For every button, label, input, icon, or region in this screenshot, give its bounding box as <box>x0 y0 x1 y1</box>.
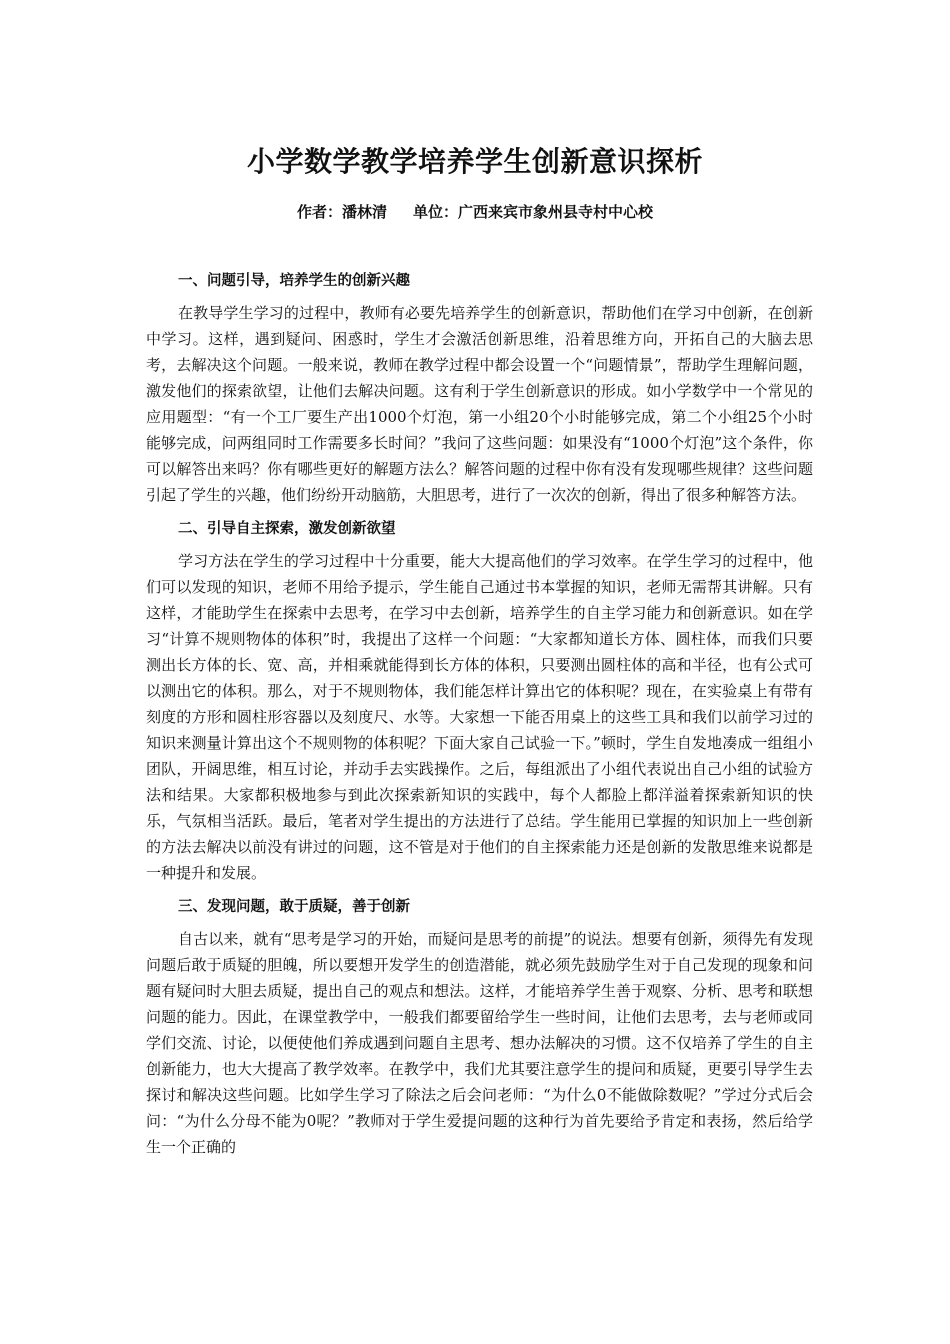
section-paragraph: 学习方法在学生的学习过程中十分重要，能大大提高他们的学习效率。在学生学习的过程中，他们可以发现的知识，老师不用给予提示，学生能自己通过书本掌握的知识，老师无需帮其讲解。只有这样，才能助学生在探索中去思考，在学习中去创新，培养学生的自主学习能力和创新意识。如在学习“计算不规则物体的体积”时，我提出了这样一个问题：“大家都知道长方体、圆柱体，而我们只要测出长方体的长、宽、高，并相乘就能得到长方体的体积，只要测出圆柱体的高和半径，也有公式可以测出它的体积。那么，对于不规则物体，我们能怎样计算出它的体积呢？现在，在实验桌上有带有刻度的方形和圆柱形容器以及刻度尺、水等。大家想一下能否用桌上的这些工具和我们以前学习过的知识来测量计算出这个不规则物的体积呢？下面大家自己试验一下。”顿时，学生自发地凑成一组组小团队，开阔思维，相互讨论，并动手去实践操作。之后，每组派出了小组代表说出自己小组的试验方法和结果。大家都积极地参与到此次探索新知识的实践中，每个人都脸上都洋溢着探索新知识的快乐，气氛相当活跃。最后，笔者对学生提出的方法进行了总结。学生能用已掌握的知识加上一些创新的方法去解决以前没有讲过的问题，这不管是对于他们的自主探索能力还是创新的发散思维来说都是一种提升和发展。 <box>146 552 813 882</box>
section-paragraph: 自古以来，就有“思考是学习的开始，而疑问是思考的前提”的说法。想要有创新，须得先有发现问题后敢于质疑的胆魄，所以要想开发学生的创造潜能，就必须先鼓励学生对于自己发现的现象和问题有疑问时大胆去质疑，提出自己的观点和想法。这样，才能培养学生善于观察、分析、思考和联想问题的能力。因此，在课堂教学中，一般我们都要留给学生一些时间，让他们去思考，去与老师或同学们交流、讨论，以便使他们养成遇到问题自主思考、想办法解决的习惯。这不仅培养了学生的自主创新能力，也大大提高了教学效率。在教学中，我们尤其要注意学生的提问和质疑，更要引导学生去探讨和解决这些问题。比如学生学习了除法之后会问老师：“为什么0不能做除数呢？”学过分式后会问：“为什么分母不能为0呢？”教师对于学生爱提问题的这种行为首先要给予肯定和表扬，然后给学生一个正确的 <box>146 930 813 1156</box>
document-title: 小学数学教学培养学生创新意识探析 <box>246 145 703 178</box>
section-heading: 二、引导自主探索，激发创新欲望 <box>178 521 396 537</box>
document-body <box>146 268 813 1168</box>
byline <box>0 200 950 224</box>
unit-label: 单位：广西来宾市象州县寺村中心校 <box>413 203 654 221</box>
section-3 <box>146 894 813 1160</box>
section-2 <box>146 516 813 886</box>
section-heading: 一、问题引导，培养学生的创新兴趣 <box>178 273 410 289</box>
section-paragraph: 在教导学生学习的过程中，教师有必要先培养学生的创新意识，帮助他们在学习中创新，在创新中学习。这样，遇到疑问、困惑时，学生才会激活创新思维，沿着思维方向，开拓自己的大脑去思考，去解决这个问题。一般来说，教师在教学过程中都会设置一个“问题情景”，帮助学生理解问题，激发他们的探索欲望，让他们去解决问题。这有利于学生创新意识的形成。如小学数学中一个常见的应用题型：“有一个工厂要生产出1000个灯泡，第一小组20个小时能够完成，第二个小组25个小时能够完成，问两组同时工作需要多长时间？”我问了这些问题：如果没有“1000个灯泡”这个条件，你可以解答出来吗？你有哪些更好的解题方法么？解答问题的过程中你有没有发现哪些规律？这些问题引起了学生的兴趣，他们纷纷开动脑筋，大胆思考，进行了一次次的创新，得出了很多种解答方法。 <box>146 304 813 504</box>
section-1 <box>146 268 813 508</box>
author-label: 作者：潘林清 <box>296 203 387 221</box>
section-heading: 三、发现问题，敢于质疑，善于创新 <box>178 899 410 915</box>
